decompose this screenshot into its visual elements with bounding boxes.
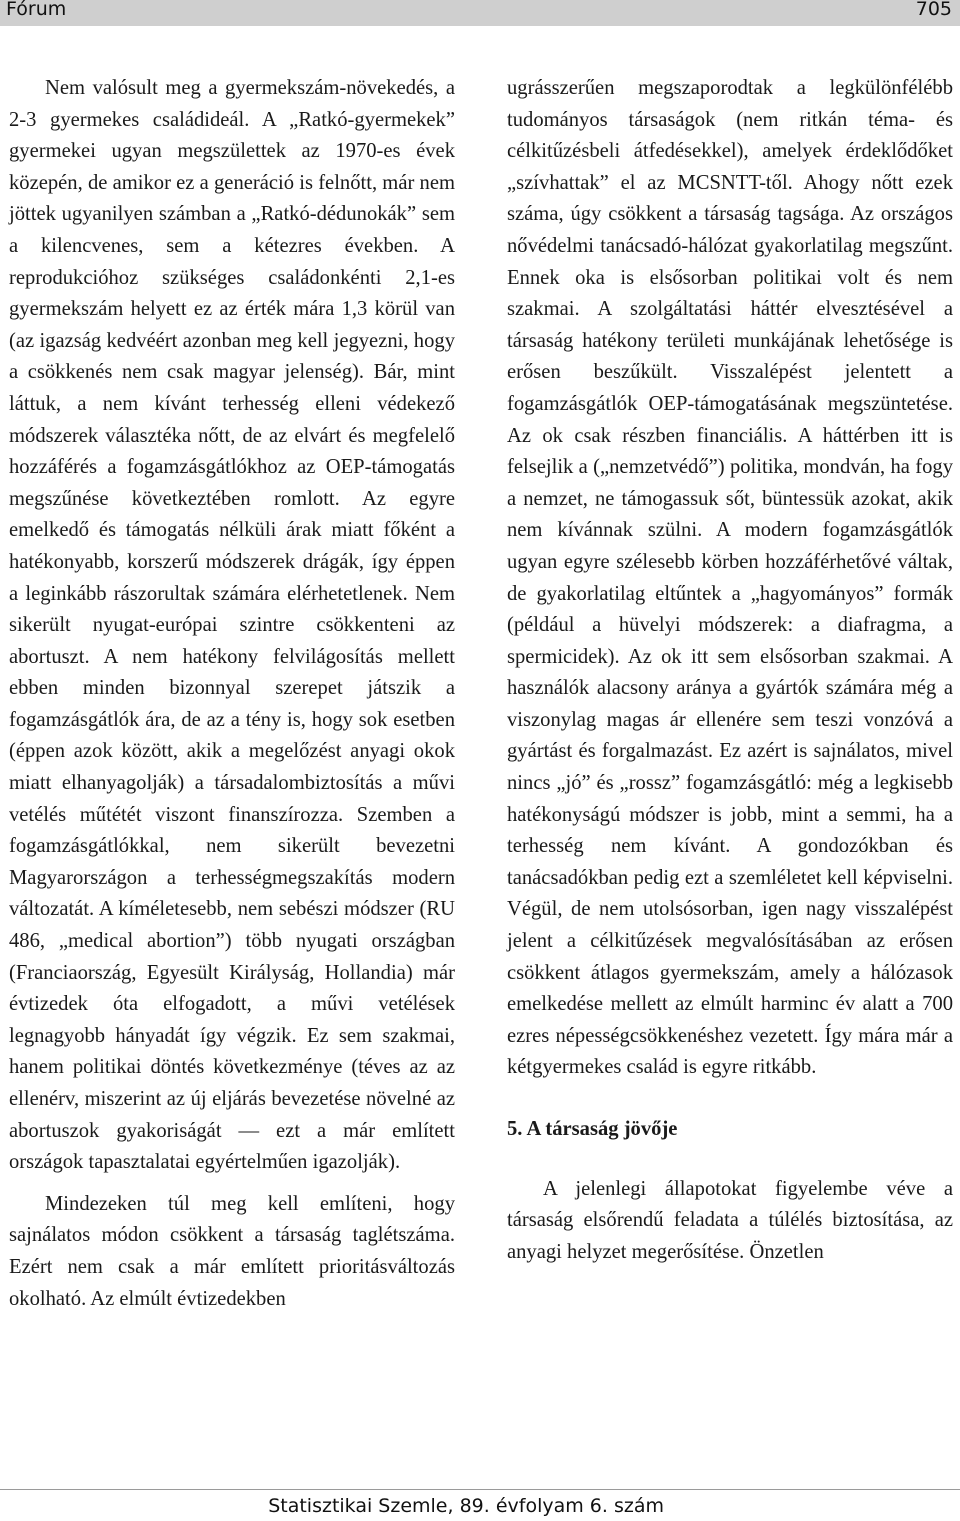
paragraph-continued: ugrásszerűen megszaporodtak a legkülönfélébb tudományos társaságok (nem ritkán téma- és célkitűzésbeli átfedésekkel), amelyek érdeklődőket „szívhattak” el az MCSNTT-től. Ahogy nőtt ezek száma, úgy csökkent a társaság tagsága. Az országos nővédelmi tanácsadó-hálózat gyakorlatilag megszűnt. Ennek oka is elsősorban politikai volt és nem szakmai. A szolgáltatási háttér elvesztésével a társaság hatékony területi munkájának lehetősége is erősen beszűkült. Visszalépést jelentett a fogamzásgátlók OEP-támogatásának megszüntetése. Az ok csak részben financiális. A háttérben itt is felsejlik a („nemzetvédő”) politika, mondván, ha fogy a nemzet, ne támogassuk sőt, büntessük azokat, akik nem kívánnak szülni. A modern fogamzásgátlók ugyan egyre szélesebb körben hozzáférhetővé váltak, de gyakorlatilag eltűntek a „hagyományos” formák (például a hüvelyi módszerek: a diafragma, a spermicidek). Az ok itt sem elsősorban szakmai. A használók alacsony aránya a gyártók számára még a viszonylag magas ár ellenére sem teszi vonzóvá a gyártást és forgalmazást. Ez azért is sajnálatos, mivel nincs „jó” és „rossz” fogamzásgátló: még a legkisebb hatékonyságú módszer is jobb, mint a semmi, ha a terhesség nem kívánt. A gondozókban és tanácsadókban pedig ezt a szemléletet kell képviselni. Végül, de nem utolsósorban, igen nagy visszalépést jelent a célkitűzések megvalósításában az erősen csökkent átlagos gyermekszám, amely a hálózasok emelkedése mellett az elmúlt harminc év alatt a 700 ezres népességcsökkenéshez vezetett. Így mára már a kétgyermekes család is egyre ritkább.: [507, 77, 953, 1079]
paragraph: Mindezeken túl meg kell említeni, hogy sajnálatos módon csökkent a társaság taglétszáma. Ezért nem csak a már említett prioritásváltozás okolható. Az elmúlt évtizedekben: [9, 1192, 455, 1310]
paragraph: A jelenlegi állapotokat figyelembe véve a társaság elsőrendű feladata a túlélés biztosítása, az anyagi helyzet megerősítése. Önzetlen: [507, 1177, 953, 1263]
section-title: Fórum: [6, 0, 67, 20]
running-header: [0, 0, 960, 26]
right-column: [507, 73, 953, 1268]
left-column: [9, 73, 455, 1315]
section-heading: 5. A társaság jövője: [507, 1118, 678, 1140]
journal-footer: Statisztikai Szemle, 89. évfolyam 6. szám: [268, 1495, 664, 1517]
footer-divider: [0, 1489, 960, 1490]
page-number: 705: [915, 0, 952, 20]
paragraph: Nem valósult meg a gyermekszám-növekedés, a 2-3 gyermekes családideál. A „Ratkó-gyermekek” gyermekei ugyan megszülettek az 1970-es évek közepén, de amikor ez a generáció is felnőtt, már nem jöttek ugyanilyen számban a „Ratkó-dédunokák” sem a kilencvenes, sem a kétezres években. A reprodukcióhoz szükséges családonkénti 2,1-es gyermekszám helyett ez az érték mára 1,3 körül van (az igazság kedvéért azonban meg kell jegyezni, hogy a csökkenés nem csak magyar jelenség). Bár, mint láttuk, a nem kívánt terhesség elleni védekező módszerek választéka nőtt, de az elvárt és megfelelő hozzáférés a fogamzásgátlókhoz az OEP-támogatás megszűnése következtében romlott. Az egyre emelkedő és támogatás nélküli árak miatt főként a hatékonyabb, korszerű módszerek drágák, így éppen a leginkább rászorultak számára elérhetetlenek. Nem sikerült nyugat-európai szintre csökkenteni az abortuszt. A nem hatékony felvilágosítás mellett ebben minden bizonnyal szerepet játszik a fogamzásgátlók ára, de az a tény is, hogy sok esetben (éppen azok között, akik a megelőzést anyagi okok miatt elhanyagolják) a társadalombiztosítás a művi vetélés műtétét viszont finanszírozza. Szemben a fogamzásgátlókkal, nem sikerült bevezetni Magyarországon a terhességmegszakítás modern változatát. A kíméletesebb, nem sebészi módszer (RU 486, „medical abortion”) több nyugati országban (Franciaország, Egyesült Királyság, Hollandia) már évtizedek óta elfogadott, a művi vetélések legnagyobb hányadát így végzik. Ez sem szakmai, hanem politikai döntés következménye (téves az az ellenérv, miszerint az új eljárás bevezetése növelné az abortuszok gyakoriságát — ezt a már említett országok tapasztalatai egyértelműen igazolják).: [9, 77, 455, 1174]
